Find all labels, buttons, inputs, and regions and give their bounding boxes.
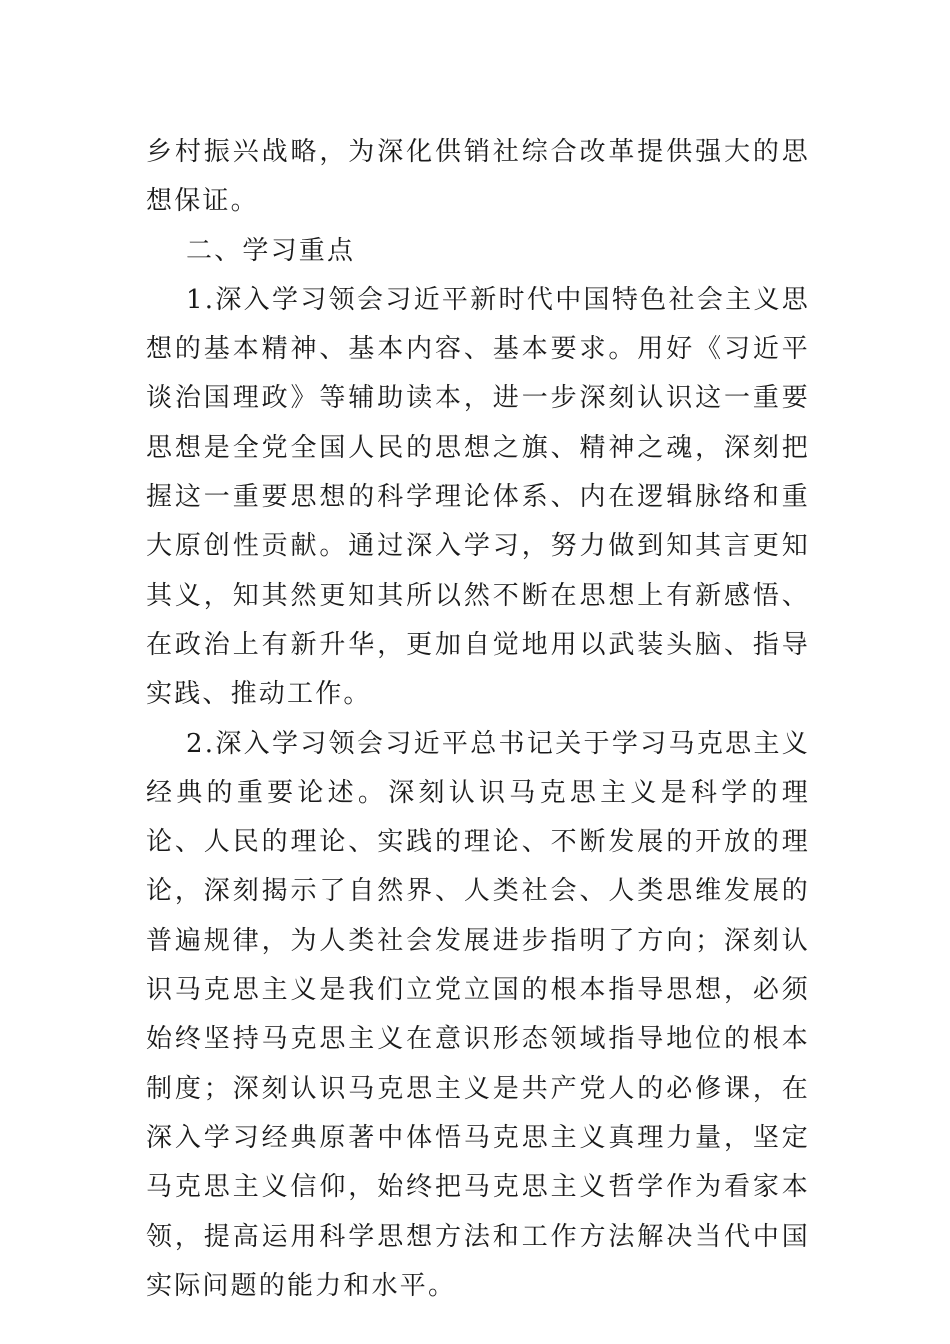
list-item: 2.深入学习领会习近平总书记关于学习马克思主义经典的重要论述。深刻认识马克思主义是科学的理论、人民的理论、实践的理论、不断发展的开放的理论，深刻揭示了自然界、人类社会、人类思维发展的普遍规律，为人类社会发展进步指明了方向；深刻认识马克思主义是我们立党立国的根本指导思想，必须始终坚持马克思主义在意识形态领域指导地位的根本制度；深刻认识马克思主义是共产党人的必修课，在深入学习经典原著中体悟马克思主义真理力量，坚定马克思主义信仰，始终把马克思主义哲学作为看家本领，提高运用科学思想方法和工作方法解决当代中国实际问题的能力和水平。 <box>146 728 810 1301</box>
continuation-paragraph: 乡村振兴战略，为深化供销社综合改革提供强大的思想保证。 <box>146 137 810 217</box>
document-body <box>146 128 810 1311</box>
section-heading: 二、学习重点 <box>186 235 356 266</box>
list-item: 1.深入学习领会习近平新时代中国特色社会主义思想的基本精神、基本内容、基本要求。用好《习近平谈治国理政》等辅助读本，进一步深刻认识这一重要思想是全党全国人民的思想之旗、精神之魂，深刻把握这一重要思想的科学理论体系、内在逻辑脉络和重大原创性贡献。通过深入学习，努力做到知其言更知其义，知其然更知其所以然不断在思想上有新感悟、在政治上有新升华，更加自觉地用以武装头脑、指导实践、推动工作。 <box>146 284 810 710</box>
